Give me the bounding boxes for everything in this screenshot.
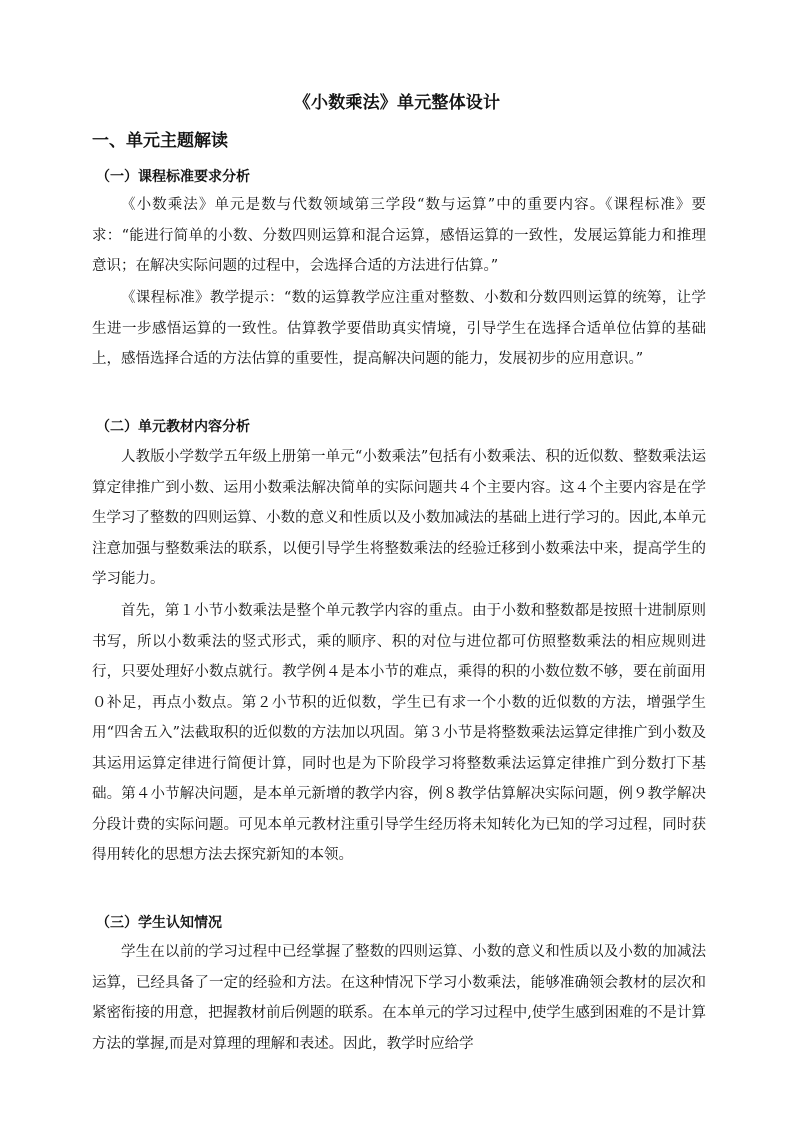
paragraph: 学生在以前的学习过程中已经掌握了整数的四则运算、小数的意义和性质以及小数的加减法运算，已经具备了一定的经验和方法。在这种情况下学习小数乘法，能够准确领会教材的层次和紧密衔接的用意，把握教材前后例题的联系。在本单元的学习过程中,使学生感到困难的不是计算方法的掌握,而是对算理的理解和表述。因此，教学时应给学 <box>92 944 706 1052</box>
subsection-heading-curriculum: （一）课程标准要求分析 <box>96 169 250 185</box>
subsection-heading-students: （三）学生认知情况 <box>96 915 222 931</box>
section-heading: 一、单元主题解读 <box>92 131 228 151</box>
paragraph: 《课程标准》教学提示：“数的运算教学应注重对整数、小数和分数四则运算的统筹，让学生进一步感悟运算的一致性。估算教学要借助真实情境，引导学生在选择合适单位估算的基础上，感悟选择合适的方法估算的重要性，提高解决问题的能力，发展初步的应用意识。” <box>92 290 706 367</box>
subsection-heading-textbook: （二）单元教材内容分析 <box>96 419 250 435</box>
paragraph: 首先，第１小节小数乘法是整个单元教学内容的重点。由于小数和整数都是按照十进制原则书写，所以小数乘法的竖式形式，乘的顺序、积的对位与进位都可仿照整数乘法的相应规则进行，只要处理好小数点就行。教学例４是本小节的难点，乘得的积的小数位数不够，要在前面用０补足，再点小数点。第２小节积的近似数，学生已有求一个小数的近似数的方法，增强学生用“四舍五入”法截取积的近似数的方法加以巩固。第３小节是将整数乘法运算定律推广到小数及其运用运算定律进行简便计算，同时也是为下阶段学习将整数乘法运算定律推广到分数打下基础。第４小节解决问题，是本单元新增的教学内容，例８教学估算解决实际问题，例９教学解决分段计费的实际问题。可见本单元教材注重引导学生经历将未知转化为已知的学习过程，同时获得用转化的思想方法去探究新知的本领。 <box>92 603 706 863</box>
document-title: 《小数乘法》单元整体设计 <box>293 93 501 113</box>
paragraph: 人教版小学数学五年级上册第一单元“小数乘法”包括有小数乘法、积的近似数、整数乘法运算定律推广到小数、运用小数乘法解决简单的实际问题共４个主要内容。这４个主要内容是在学生学习了整数的四则运算、小数的意义和性质以及小数加减法的基础上进行学习的。因此,本单元注意加强与整数乘法的联系，以便引导学生将整数乘法的经验迁移到小数乘法中来，提高学生的学习能力。 <box>92 449 706 587</box>
paragraph: 《小数乘法》单元是数与代数领域第三学段“数与运算”中的重要内容。《课程标准》要求：“能进行简单的小数、分数四则运算和混合运算，感悟运算的一致性，发展运算能力和推理意识；在解决实际问题的过程中，会选择合适的方法进行估算。” <box>92 197 706 274</box>
